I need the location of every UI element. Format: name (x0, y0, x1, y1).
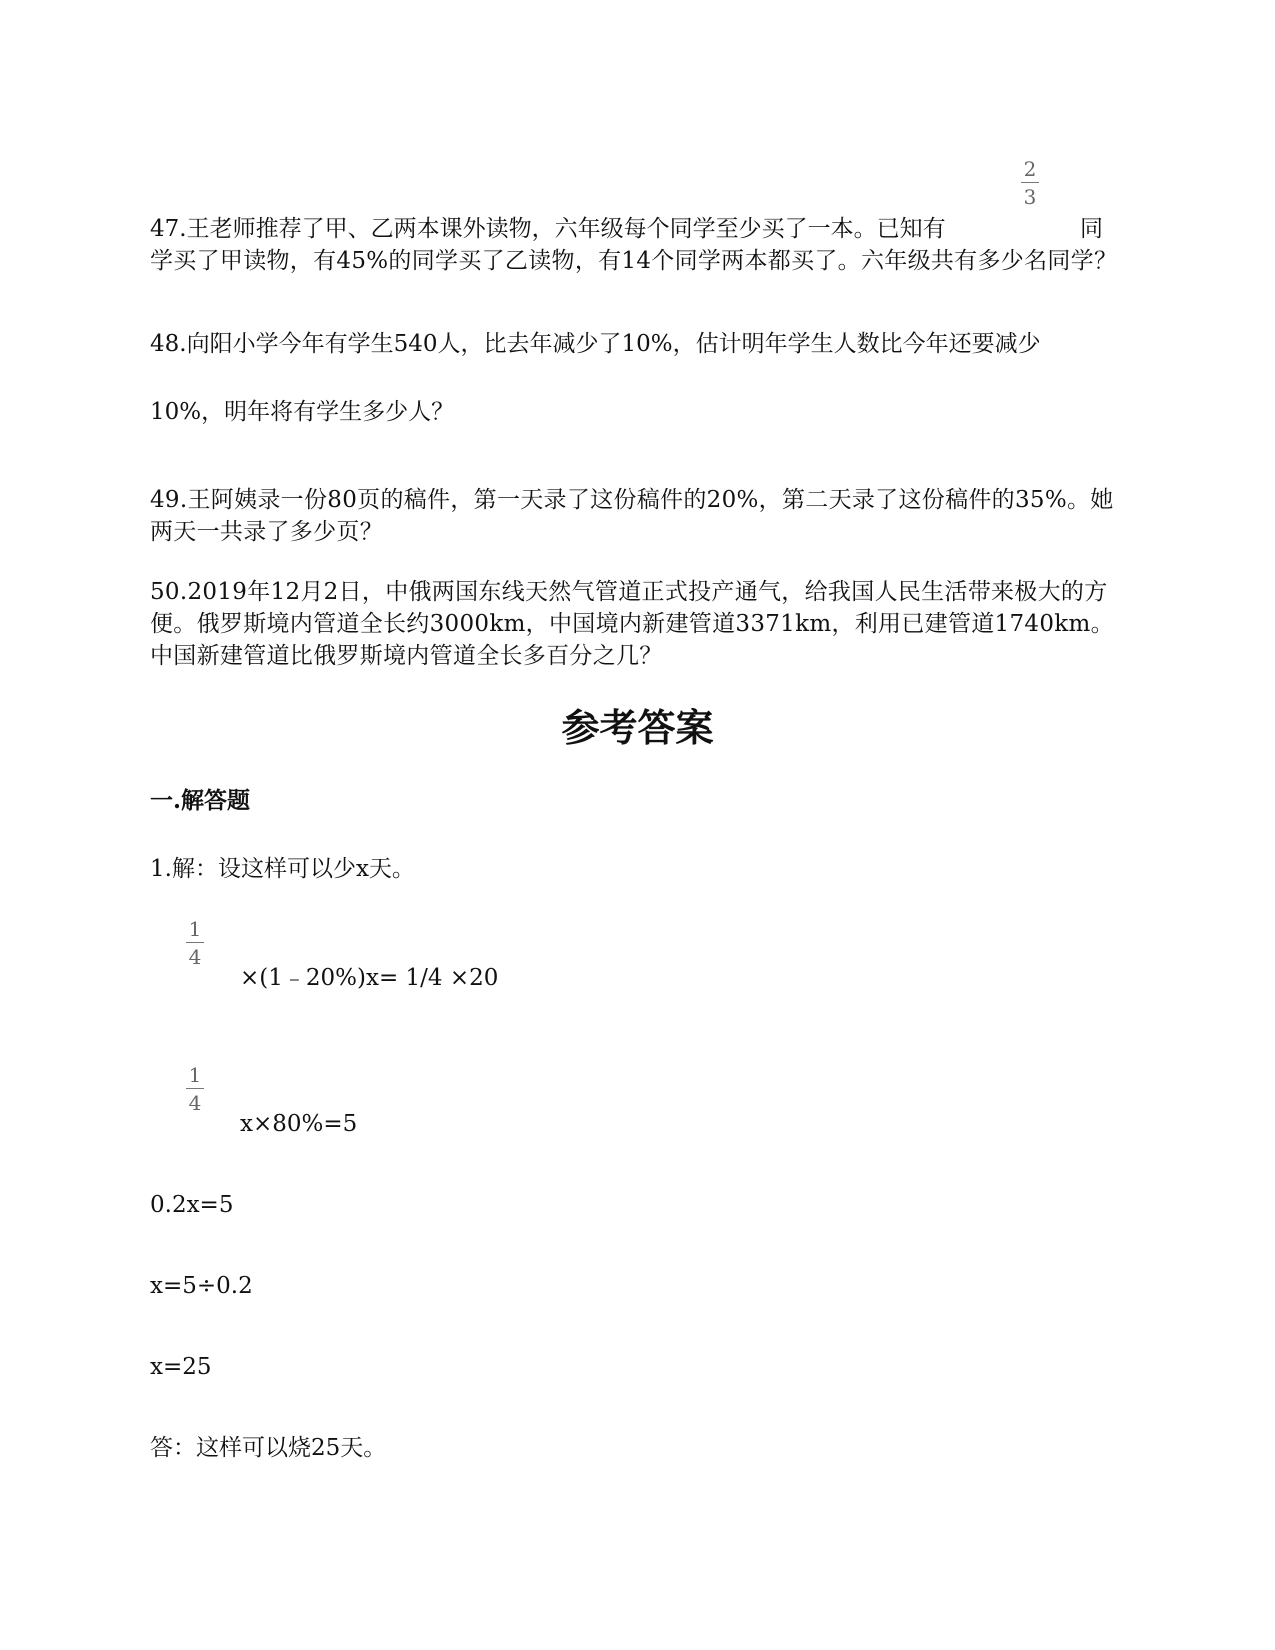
equation-5: x=25 (150, 1354, 212, 1380)
question-47-line1 (150, 213, 946, 245)
question-47-line1-end (1080, 213, 1103, 245)
fraction-one-quarter-2 (183, 1064, 207, 1114)
fraction-bar (186, 1088, 204, 1089)
answer-1-intro: 1.解：设这样可以少x天。 (150, 856, 415, 882)
equation-4: x=5÷0.2 (150, 1273, 253, 1299)
equation-2: x×80%=5 (240, 1111, 358, 1137)
fraction-one-quarter (183, 918, 207, 968)
fraction-bar (186, 942, 204, 943)
fraction-two-thirds (1018, 158, 1042, 208)
question-47-text-start: 47.王老师推荐了甲、乙两本课外读物，六年级每个同学至少买了一本。已知有 (150, 216, 946, 242)
fraction-bar (1021, 182, 1039, 183)
fraction-denominator: 3 (1023, 185, 1037, 209)
question-47-rest: 学买了甲读物，有45%的同学买了乙读物，有14个同学两本都买了。六年级共有多少名同学？ (150, 248, 1118, 274)
fraction-numerator: 1 (188, 917, 202, 941)
fraction-denominator: 4 (188, 945, 202, 969)
equation-3: 0.2x=5 (150, 1192, 234, 1218)
equation-1: ×(1﹣20%)x= 1/4 ×20 (240, 965, 499, 991)
question-50: 50.2019年12月2日，中俄两国东线天然气管道正式投产通气，给我国人民生活带来极大的方便。俄罗斯境内管道全长约3000km，中国境内新建管道3371km，利用已建管道1740km。中国新建管道比俄罗斯境内管道全长多百分之几？ (150, 579, 1114, 669)
fraction-denominator: 4 (188, 1091, 202, 1115)
question-48-line1: 48.向阳小学今年有学生540人，比去年减少了10%，估计明年学生人数比今年还要减少 (150, 331, 1041, 357)
question-48-line2: 10%，明年将有学生多少人？ (150, 399, 455, 425)
fraction-numerator: 2 (1023, 157, 1037, 181)
answer-conclusion: 答：这样可以烧25天。 (150, 1435, 387, 1461)
fraction-numerator: 1 (188, 1063, 202, 1087)
question-47-text-end: 同 (1080, 216, 1103, 242)
answers-title: 参考答案 (561, 705, 714, 750)
section-heading: 一.解答题 (150, 787, 251, 814)
question-49: 49.王阿姨录一份80页的稿件，第一天录了这份稿件的20%，第二天录了这份稿件的35%。她两天一共录了多少页？ (150, 487, 1114, 545)
